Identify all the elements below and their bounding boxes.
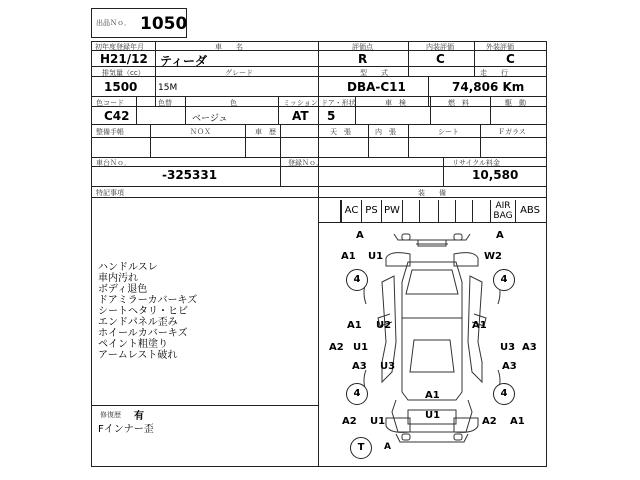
lot-number-label: 出品Ｎｏ． xyxy=(96,19,131,27)
rule xyxy=(428,76,429,106)
code-right-rear-quarter-u: A1 xyxy=(510,416,525,427)
grade: 15M xyxy=(158,83,178,93)
door-shape: 5 xyxy=(327,109,336,123)
tire-left-front: 4 xyxy=(346,269,368,291)
rule xyxy=(91,186,547,187)
repair-history-label: 修復歴 xyxy=(100,411,121,419)
code-left-rear-quarter-a: A2 xyxy=(342,416,357,427)
front-glass-label: Ｆガラス xyxy=(498,128,526,136)
interior-score-label: 内装評価 xyxy=(426,43,454,51)
mission-label: ミッション xyxy=(283,99,318,107)
chassis-label: 車台Ｎｏ． xyxy=(96,159,131,167)
rule xyxy=(278,96,279,124)
equipment-abs: ABS xyxy=(520,205,540,216)
code-left-rear-door-u: U3 xyxy=(380,361,396,372)
rule xyxy=(91,76,547,77)
score: R xyxy=(358,52,368,66)
rule xyxy=(91,124,547,125)
note-item: エンドパネル歪み xyxy=(98,317,178,328)
color-code: C42 xyxy=(104,109,130,123)
recycle-fee-label: リサイクル料金 xyxy=(452,159,501,167)
note-item: 車内汚れ xyxy=(98,273,138,284)
code-right-rear-door: A3 xyxy=(502,361,517,372)
mileage: 74,806 Km xyxy=(452,80,525,94)
fuel-label: 燃 料 xyxy=(448,99,469,107)
rule xyxy=(408,41,409,76)
code-left-rear-door-a: A3 xyxy=(352,361,367,372)
interior-trim-label: 内 張 xyxy=(375,128,396,136)
code-rear-bumper: A xyxy=(384,442,391,452)
rule xyxy=(490,96,491,124)
code-rear-hatch: A1 xyxy=(425,390,440,401)
rule xyxy=(368,124,369,157)
color-code-label: 色コード xyxy=(96,99,124,107)
rule xyxy=(280,157,281,186)
interior-score: C xyxy=(436,52,445,66)
repair-history-value: 有 xyxy=(134,411,144,422)
nox-label: ＮＯＸ xyxy=(190,128,211,136)
note-item: ドアミラーカバーキズ xyxy=(98,295,198,306)
code-left-fender-a: A1 xyxy=(341,251,356,262)
note-item: ハンドルスレ xyxy=(98,262,158,273)
color-label: 色 xyxy=(230,99,237,107)
code-right-fender: W2 xyxy=(484,251,502,262)
lot-number-box xyxy=(91,8,187,38)
equipment-ps: PS xyxy=(361,200,381,222)
car-name-label: 車 名 xyxy=(215,43,243,51)
rule xyxy=(480,124,481,157)
rule xyxy=(419,200,420,222)
spare-tire: T xyxy=(350,437,372,459)
rule xyxy=(91,96,547,97)
first-registration-label: 初年度登録年月 xyxy=(95,43,144,51)
rule xyxy=(455,200,456,222)
recycle-fee: 10,580 xyxy=(472,168,519,182)
code-right-rear-quarter-a: A2 xyxy=(482,416,497,427)
code-left-step: A2 xyxy=(329,342,344,353)
score-label: 評価点 xyxy=(352,43,373,51)
code-left-front-door-u: U2 xyxy=(376,320,392,331)
code-rear-panel: U1 xyxy=(425,410,441,421)
lot-number: 1050 xyxy=(140,14,188,34)
code-right-step-u: U3 xyxy=(500,342,516,353)
exterior-score-label: 外装評価 xyxy=(486,43,514,51)
rule xyxy=(443,157,444,186)
note-item: ペイント粗塗り xyxy=(98,339,168,350)
rule xyxy=(91,405,318,406)
rule xyxy=(155,76,156,106)
equipment-ac: AC xyxy=(341,200,361,222)
note-item: ホイールカバーキズ xyxy=(98,328,188,339)
car-name: ティーダ xyxy=(160,54,208,68)
repair-note: Fインナー歪 xyxy=(98,424,154,435)
rule xyxy=(430,96,431,124)
color: ベージュ xyxy=(192,114,228,124)
rule xyxy=(472,200,473,222)
code-left-fender-u: U1 xyxy=(368,251,384,262)
rule xyxy=(136,96,137,124)
equipment-pw: PW xyxy=(381,200,403,222)
rule xyxy=(474,41,475,76)
mission: AT xyxy=(292,109,309,123)
code-left-step-u: U1 xyxy=(353,342,369,353)
equipment-airbag: AIR BAG xyxy=(490,200,516,222)
grade-label: グレード xyxy=(225,69,253,77)
rule xyxy=(280,124,281,157)
door-shape-label: ドア・形状 xyxy=(321,99,356,107)
maintenance-book-label: 整備手帳 xyxy=(96,128,124,136)
rule xyxy=(245,124,246,157)
rule xyxy=(155,41,156,76)
car-history-label: 車 歴 xyxy=(255,128,276,136)
code-left-rear-quarter-u: U1 xyxy=(370,416,386,427)
tire-right-front: 4 xyxy=(493,269,515,291)
code-left-front-door-a: A1 xyxy=(347,320,362,331)
headliner-label: 天 張 xyxy=(330,128,351,136)
exterior-score: C xyxy=(506,52,515,66)
note-item: アームレスト破れ xyxy=(98,350,178,361)
equipment-label: 装 備 xyxy=(418,189,446,197)
rule xyxy=(91,50,547,51)
tire-right-rear: 4 xyxy=(493,383,515,405)
mileage-label: 走 行 xyxy=(480,69,508,77)
rule xyxy=(438,200,439,222)
rule xyxy=(91,137,547,138)
inspection-label: 車 検 xyxy=(385,99,406,107)
registration-label: 登録Ｎｏ． xyxy=(288,159,323,167)
code-front-bumper: A xyxy=(356,230,364,241)
chassis-number: -325331 xyxy=(162,168,218,182)
seat-label: シート xyxy=(438,128,459,136)
note-item: シートヘタリ・ヒビ xyxy=(98,306,188,317)
rule xyxy=(91,197,547,198)
code-right-front-corner: A xyxy=(496,230,504,241)
rule xyxy=(408,124,409,157)
model: DBA-C11 xyxy=(347,80,406,94)
notes-label: 特記事項 xyxy=(96,189,124,197)
rule xyxy=(185,96,186,124)
tire-left-rear: 4 xyxy=(346,383,368,405)
first-registration: H21/12 xyxy=(100,52,148,66)
code-right-front-door: A1 xyxy=(472,320,487,331)
model-label: 型 式 xyxy=(360,69,388,77)
drive-label: 駆 動 xyxy=(505,99,526,107)
note-item: ボディ退色 xyxy=(98,284,148,295)
color-change-label: 色替 xyxy=(158,99,172,107)
rule xyxy=(150,124,151,157)
displacement: 1500 xyxy=(104,80,138,94)
displacement-label: 排気量（cc） xyxy=(102,69,145,77)
code-right-step-a: A3 xyxy=(522,342,537,353)
